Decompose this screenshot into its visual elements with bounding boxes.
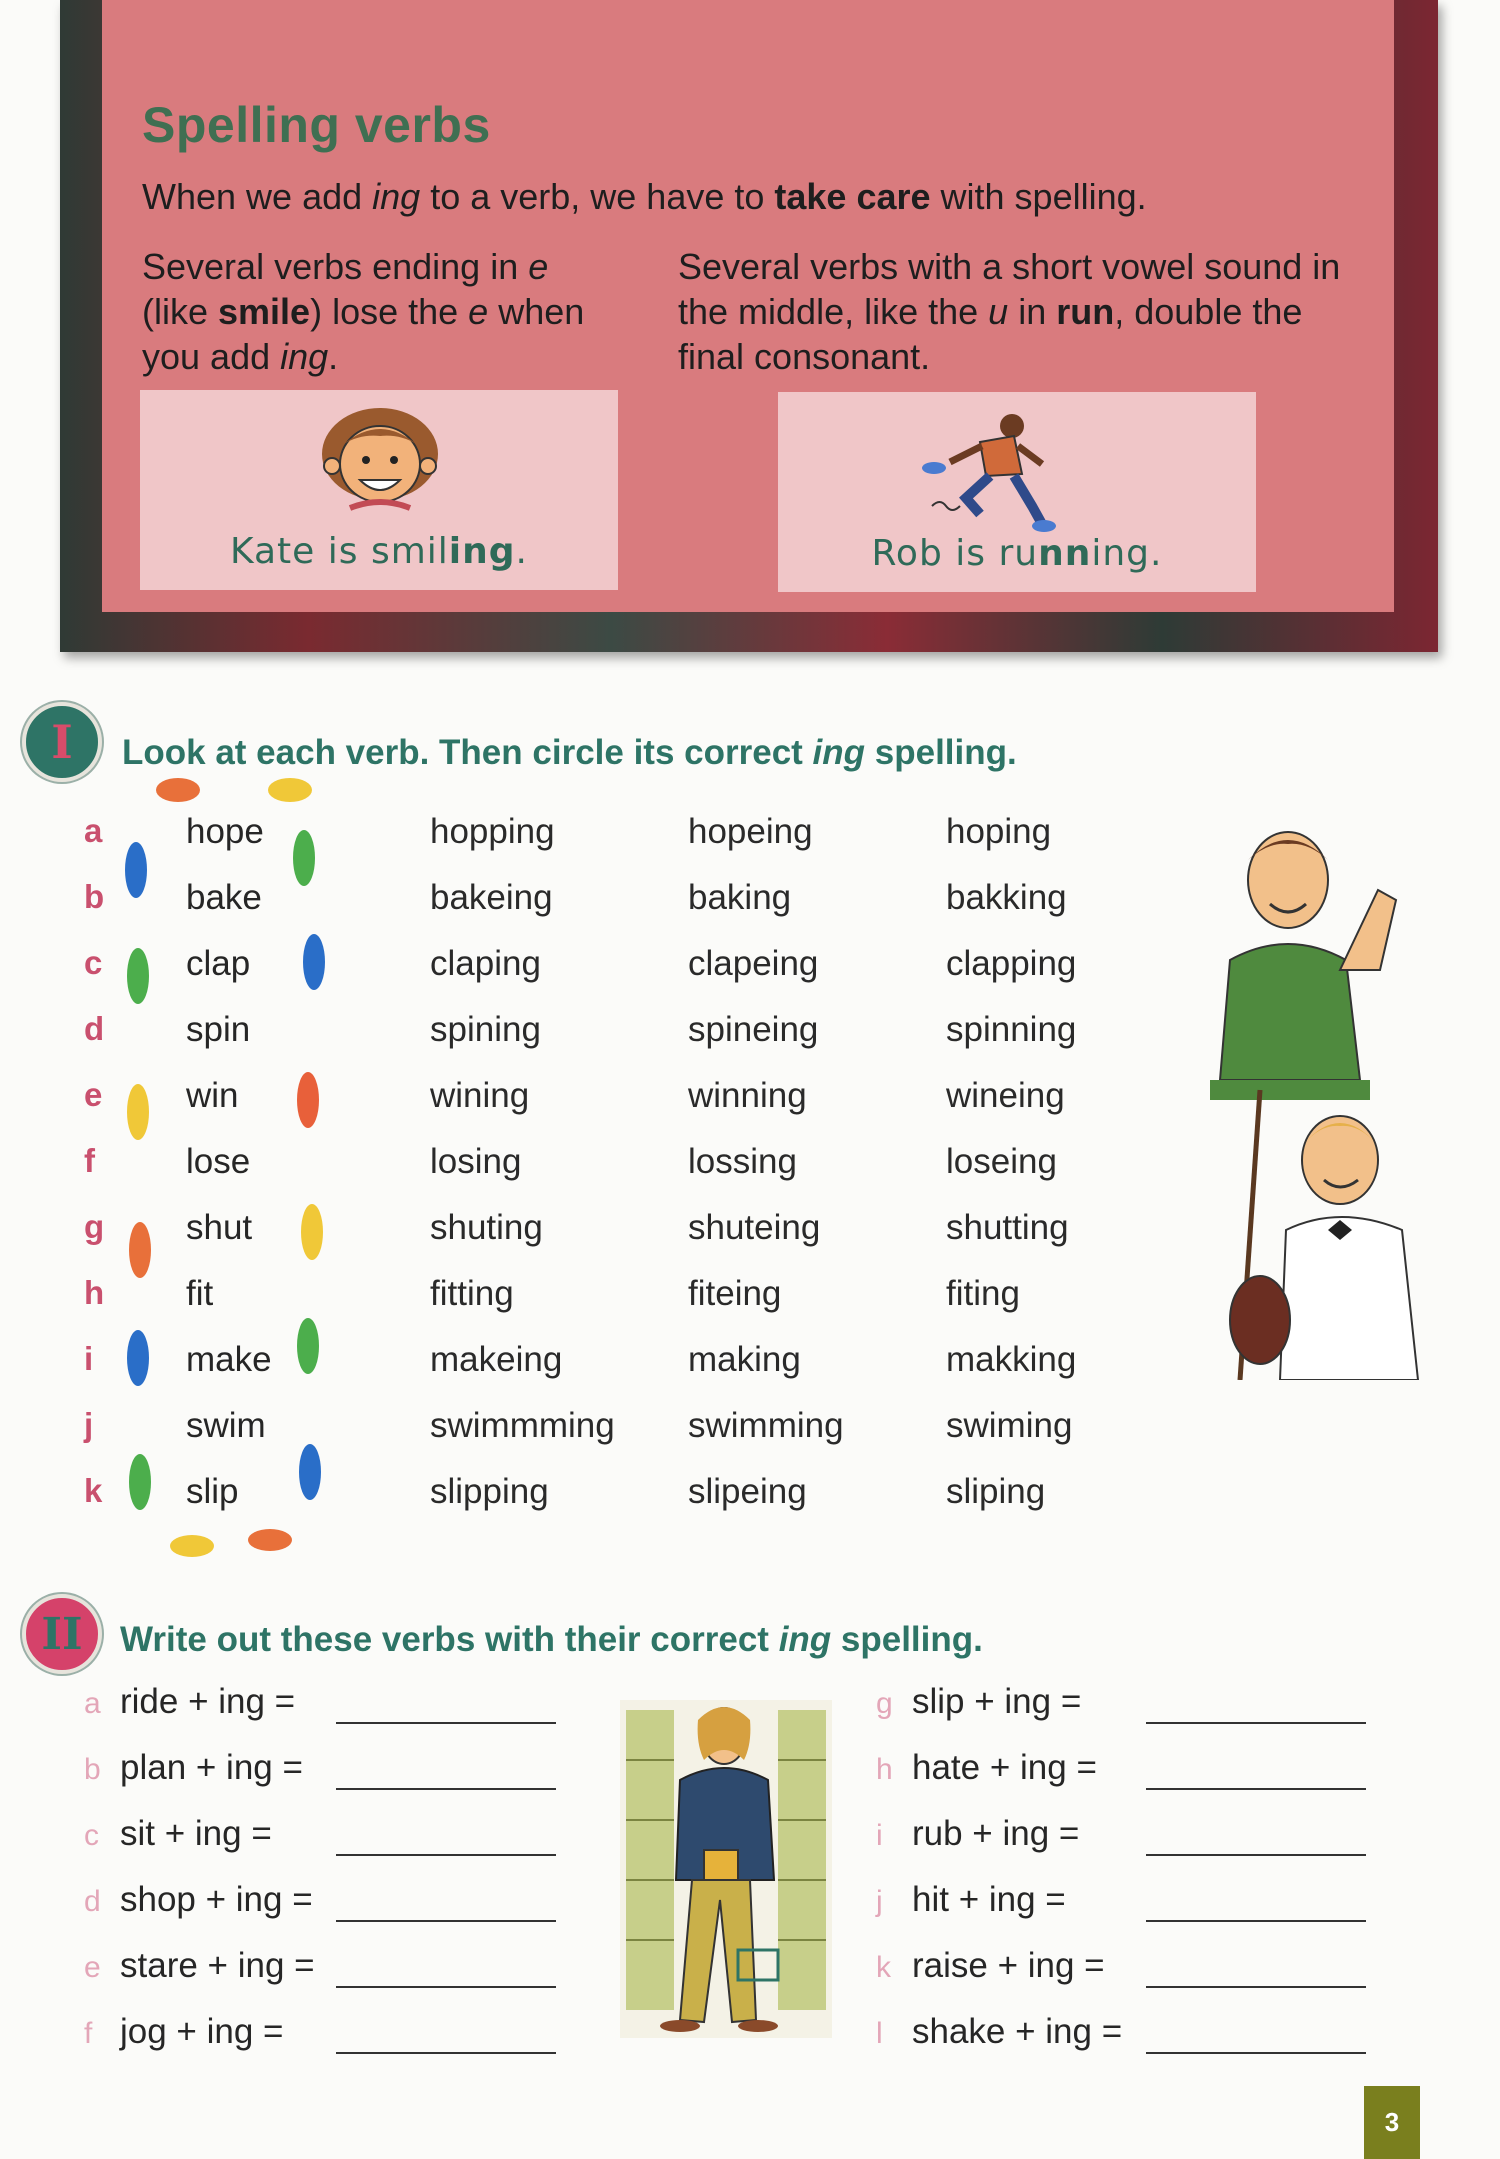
exercise-2-badge: II <box>22 1594 102 1674</box>
spelling-option[interactable]: makeing <box>430 1340 563 1379</box>
item-letter: g <box>84 1208 105 1245</box>
spelling-option[interactable]: swimming <box>688 1406 844 1445</box>
exercise-2-question <box>84 1748 303 1798</box>
exercise-1-row <box>0 1142 1150 1202</box>
answer-blank[interactable] <box>1146 1920 1366 1922</box>
answer-blank[interactable] <box>336 1920 556 1922</box>
exercise-1-row <box>0 1340 1150 1400</box>
spelling-option[interactable]: lossing <box>688 1142 797 1181</box>
spelling-option[interactable]: bakeing <box>430 878 553 917</box>
base-verb: shut <box>186 1208 253 1247</box>
item-letter: f <box>84 2017 93 2050</box>
spelling-option[interactable]: shuting <box>430 1208 543 1247</box>
answer-blank[interactable] <box>336 1788 556 1790</box>
item-letter: g <box>876 1687 893 1720</box>
item-letter: k <box>876 1951 891 1984</box>
spelling-option[interactable]: clapping <box>946 944 1077 983</box>
item-letter: d <box>84 1010 105 1047</box>
rule-drop-e: Several verbs ending in e (like smile) lose the e when you add ing. <box>142 246 585 377</box>
exercise-1-instruction: Look at each verb. Then circle its correct ing spelling. <box>122 733 1017 772</box>
smiling-girl-illustration <box>310 404 450 514</box>
item-letter: a <box>84 1687 101 1720</box>
exercise-2-question <box>84 2012 283 2062</box>
example-card-smiling <box>140 390 618 590</box>
exercise-1-row <box>0 1472 1150 1532</box>
spelling-option[interactable]: fiting <box>946 1274 1020 1313</box>
spelling-option[interactable]: claping <box>430 944 541 983</box>
exercise-1-row <box>0 1406 1150 1466</box>
spelling-option[interactable]: fiteing <box>688 1274 782 1313</box>
item-letter: j <box>876 1885 883 1918</box>
item-letter: b <box>84 1753 101 1786</box>
spelling-option[interactable]: slipeing <box>688 1472 807 1511</box>
item-letter: f <box>84 1142 95 1179</box>
item-letter: c <box>84 1819 99 1852</box>
exercise-1-row <box>0 944 1150 1004</box>
exercise-2-question <box>84 1814 272 1864</box>
base-verb: win <box>186 1076 239 1115</box>
exercise-2-question <box>876 1748 1097 1798</box>
shopper-illustration <box>620 1700 832 2038</box>
item-letter: j <box>84 1406 94 1443</box>
question-text: shake + ing = <box>912 2012 1123 2051</box>
question-text: stare + ing = <box>120 1946 315 1985</box>
running-boy-illustration <box>910 406 1060 536</box>
spelling-option[interactable]: loseing <box>946 1142 1057 1181</box>
example-card-running <box>778 392 1256 592</box>
rule-intro: When we add ing to a verb, we have to take care with spelling. <box>142 176 1147 217</box>
exercise-1-row <box>0 1274 1150 1334</box>
spelling-option[interactable]: making <box>688 1340 801 1379</box>
item-letter: k <box>84 1472 103 1509</box>
spelling-option[interactable]: slipping <box>430 1472 549 1511</box>
question-text: plan + ing = <box>120 1748 303 1787</box>
spelling-option[interactable]: sliping <box>946 1472 1046 1511</box>
exercise-1-row <box>0 878 1150 938</box>
page-number: 3 <box>1364 2086 1420 2159</box>
answer-blank[interactable] <box>336 1986 556 1988</box>
exercise-2-question <box>84 1880 313 1930</box>
exercise-2-question <box>876 1682 1081 1732</box>
base-verb: swim <box>186 1406 266 1445</box>
spelling-option[interactable]: winning <box>688 1076 807 1115</box>
spelling-option[interactable]: hopeing <box>688 812 813 851</box>
exercise-1-row <box>0 1010 1150 1070</box>
caption-smiling: Kate is smiling. <box>230 531 528 572</box>
spelling-option[interactable]: makking <box>946 1340 1077 1379</box>
question-text: slip + ing = <box>912 1682 1082 1721</box>
spelling-option[interactable]: spinning <box>946 1010 1077 1049</box>
spelling-option[interactable]: shutting <box>946 1208 1069 1247</box>
answer-blank[interactable] <box>336 2052 556 2054</box>
exercise-2-question <box>876 1814 1079 1864</box>
question-text: hate + ing = <box>912 1748 1097 1787</box>
exercise-2-question <box>84 1946 315 1996</box>
exercise-2-question <box>876 2012 1122 2062</box>
answer-blank[interactable] <box>336 1722 556 1724</box>
question-text: hit + ing = <box>912 1880 1066 1919</box>
answer-blank[interactable] <box>1146 1986 1366 1988</box>
spelling-option[interactable]: clapeing <box>688 944 819 983</box>
exercise-2-question <box>876 1880 1066 1930</box>
page-title: Spelling verbs <box>142 97 491 153</box>
exercise-1-row <box>0 812 1150 872</box>
base-verb: lose <box>186 1142 251 1181</box>
exercise-2-question <box>876 1946 1105 1996</box>
exercise-2-instruction: Write out these verbs with their correct ing spelling. <box>120 1620 983 1659</box>
spelling-option[interactable]: bakking <box>946 878 1067 917</box>
item-letter: i <box>84 1340 94 1377</box>
spelling-option[interactable]: shuteing <box>688 1208 821 1247</box>
spelling-option[interactable]: losing <box>430 1142 522 1181</box>
answer-blank[interactable] <box>336 1854 556 1856</box>
question-text: raise + ing = <box>912 1946 1105 1985</box>
item-letter: h <box>876 1753 893 1786</box>
base-verb: fit <box>186 1274 214 1313</box>
base-verb: hope <box>186 812 264 851</box>
spelling-option[interactable]: swiming <box>946 1406 1073 1445</box>
base-verb: slip <box>186 1472 239 1511</box>
spelling-option[interactable]: wineing <box>946 1076 1065 1115</box>
item-letter: c <box>84 944 103 981</box>
base-verb: spin <box>186 1010 251 1049</box>
question-text: shop + ing = <box>120 1880 313 1919</box>
caption-running: Rob is running. <box>871 533 1163 574</box>
item-letter: a <box>84 812 103 849</box>
item-letter: i <box>876 1819 883 1852</box>
spelling-option[interactable]: baking <box>688 878 792 917</box>
exercise-1-badge: I <box>22 702 102 782</box>
answer-blank[interactable] <box>1146 2052 1366 2054</box>
spelling-option[interactable]: fitting <box>430 1274 514 1313</box>
question-text: rub + ing = <box>912 1814 1080 1853</box>
spelling-option[interactable]: hopping <box>430 812 555 851</box>
question-text: jog + ing = <box>120 2012 284 2051</box>
item-letter: l <box>876 2017 883 2050</box>
item-letter: b <box>84 878 105 915</box>
base-verb: make <box>186 1340 272 1379</box>
spelling-option[interactable]: spining <box>430 1010 541 1049</box>
exercise-2-question <box>84 1682 295 1732</box>
item-letter: h <box>84 1274 105 1311</box>
spelling-option[interactable]: wining <box>430 1076 530 1115</box>
question-text: ride + ing = <box>120 1682 296 1721</box>
spelling-option[interactable]: spineing <box>688 1010 819 1049</box>
answer-blank[interactable] <box>1146 1854 1366 1856</box>
item-letter: e <box>84 1076 103 1113</box>
exercise-1-row <box>0 1208 1150 1268</box>
spelling-option[interactable]: hoping <box>946 812 1052 851</box>
item-letter: d <box>84 1885 101 1918</box>
item-letter: e <box>84 1951 101 1984</box>
rule-double-consonant: Several verbs with a short vowel sound in the middle, like the u in run, double the final consonant. <box>678 246 1341 377</box>
exercise-1-row <box>0 1076 1150 1136</box>
base-verb: bake <box>186 878 262 917</box>
spelling-option[interactable]: swimmming <box>430 1406 615 1445</box>
question-text: sit + ing = <box>120 1814 272 1853</box>
base-verb: clap <box>186 944 251 983</box>
answer-blank[interactable] <box>1146 1722 1366 1724</box>
answer-blank[interactable] <box>1146 1788 1366 1790</box>
musicians-illustration <box>1210 820 1425 1380</box>
